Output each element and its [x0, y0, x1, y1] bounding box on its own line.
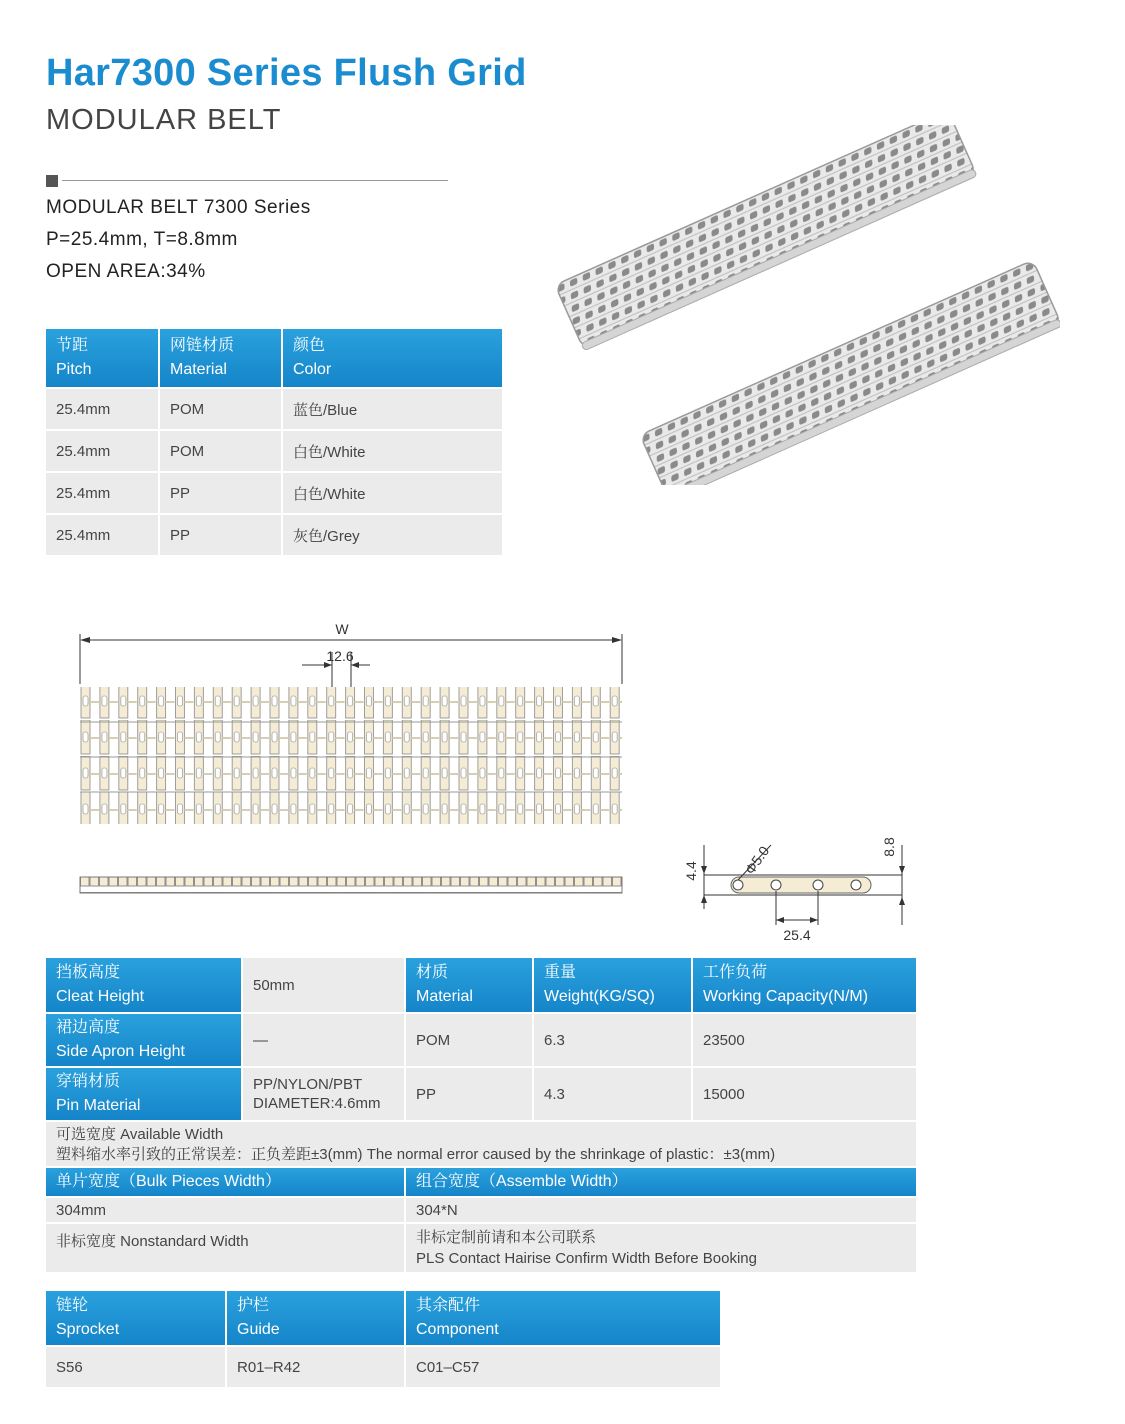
- cell-pitch: 25.4mm: [45, 472, 159, 514]
- table-row: [45, 514, 503, 556]
- cell-component: C01–C57: [405, 1346, 721, 1388]
- cell-weight: 6.3: [533, 1013, 692, 1067]
- cell-material: POM: [405, 1013, 533, 1067]
- cell-weight: 4.3: [533, 1067, 692, 1121]
- cell-apron-value: —: [242, 1013, 405, 1067]
- series-name: MODULAR BELT 7300 Series: [46, 197, 311, 218]
- table-row: [45, 388, 503, 430]
- properties-table: [44, 956, 918, 1170]
- table-row: [45, 1346, 721, 1388]
- header-capacity: 工作负荷 Working Capacity(N/M): [692, 957, 917, 1013]
- header-guide: 护栏 Guide: [226, 1290, 405, 1346]
- header-component: 其余配件 Component: [405, 1290, 721, 1346]
- table-row: [45, 1013, 917, 1067]
- header-pin-material: 穿销材质 Pin Material: [45, 1067, 242, 1121]
- page-subtitle: MODULAR BELT: [46, 104, 282, 136]
- pitch-thickness: P=25.4mm, T=8.8mm: [46, 229, 238, 250]
- belt-product-image: [550, 125, 1060, 485]
- dim-half-pitch: 12.6: [326, 648, 354, 664]
- header-pitch: 节距 Pitch: [45, 328, 159, 388]
- section-marker: [46, 175, 58, 187]
- cell-contact: 非标定制前请和本公司联系 PLS Contact Hairise Confirm Width Before Booking: [405, 1223, 917, 1273]
- cell-capacity: 15000: [692, 1067, 917, 1121]
- belt-top-view-drawing: [70, 612, 640, 902]
- dim-width-label: W: [335, 621, 349, 637]
- dim-4-4: 4.4: [683, 861, 699, 881]
- cell-material: PP: [159, 472, 282, 514]
- cell-material: POM: [159, 388, 282, 430]
- header-material: 材质 Material: [405, 957, 533, 1013]
- header-cleat-height: 挡板高度 Cleat Height: [45, 957, 242, 1013]
- belt-grid: [80, 687, 622, 824]
- cell-color: 白色/White: [282, 472, 503, 514]
- table-row: [45, 1067, 917, 1121]
- cell-color: 蓝色/Blue: [282, 388, 503, 430]
- cell-material: POM: [159, 430, 282, 472]
- cell-cleat-value: 50mm: [242, 957, 405, 1013]
- table-row: [45, 430, 503, 472]
- header-assemble-width: 组合宽度（Assemble Width）: [405, 1167, 917, 1197]
- material-table: [44, 327, 504, 557]
- belt-edge-view: [80, 877, 622, 893]
- cell-color: 灰色/Grey: [282, 514, 503, 556]
- cell-capacity: 23500: [692, 1013, 917, 1067]
- cell-material: PP: [405, 1067, 533, 1121]
- header-material: 网链材质 Material: [159, 328, 282, 388]
- header-bulk-width: 单片宽度（Bulk Pieces Width）: [45, 1167, 405, 1197]
- table-row: [45, 1223, 917, 1273]
- cell-nonstandard: 非标宽度 Nonstandard Width: [45, 1223, 405, 1273]
- cell-material: PP: [159, 514, 282, 556]
- dim-pitch: 25.4: [783, 927, 811, 943]
- header-sprocket: 链轮 Sprocket: [45, 1290, 226, 1346]
- accessories-table: [44, 1289, 722, 1389]
- cell-pitch: 25.4mm: [45, 514, 159, 556]
- belt-side-view-drawing: [676, 825, 916, 950]
- cell-guide: R01–R42: [226, 1346, 405, 1388]
- header-side-apron: 裙边高度 Side Apron Height: [45, 1013, 242, 1067]
- header-weight: 重量 Weight(KG/SQ): [533, 957, 692, 1013]
- page-title: Har7300 Series Flush Grid: [46, 52, 527, 94]
- width-table: [44, 1166, 918, 1274]
- table-row: [45, 472, 503, 514]
- header-color: 颜色 Color: [282, 328, 503, 388]
- cell-pin-value: PP/NYLON/PBT DIAMETER:4.6mm: [242, 1067, 405, 1121]
- cell-color: 白色/White: [282, 430, 503, 472]
- cell-assemble-width: 304*N: [405, 1197, 917, 1223]
- cell-pitch: 25.4mm: [45, 430, 159, 472]
- section-divider: [62, 180, 448, 181]
- dim-pin-diameter: Φ5.0: [741, 842, 773, 878]
- width-note: 可选宽度 Available Width 塑料缩水率引致的正常误差：正负差距±3(mm) The normal error caused by the shrinkage of plastic：±3(mm): [45, 1121, 917, 1169]
- cell-bulk-width: 304mm: [45, 1197, 405, 1223]
- dim-8-8: 8.8: [881, 837, 897, 857]
- open-area: OPEN AREA:34%: [46, 261, 206, 282]
- cell-pitch: 25.4mm: [45, 388, 159, 430]
- cell-sprocket: S56: [45, 1346, 226, 1388]
- table-row: [45, 1197, 917, 1223]
